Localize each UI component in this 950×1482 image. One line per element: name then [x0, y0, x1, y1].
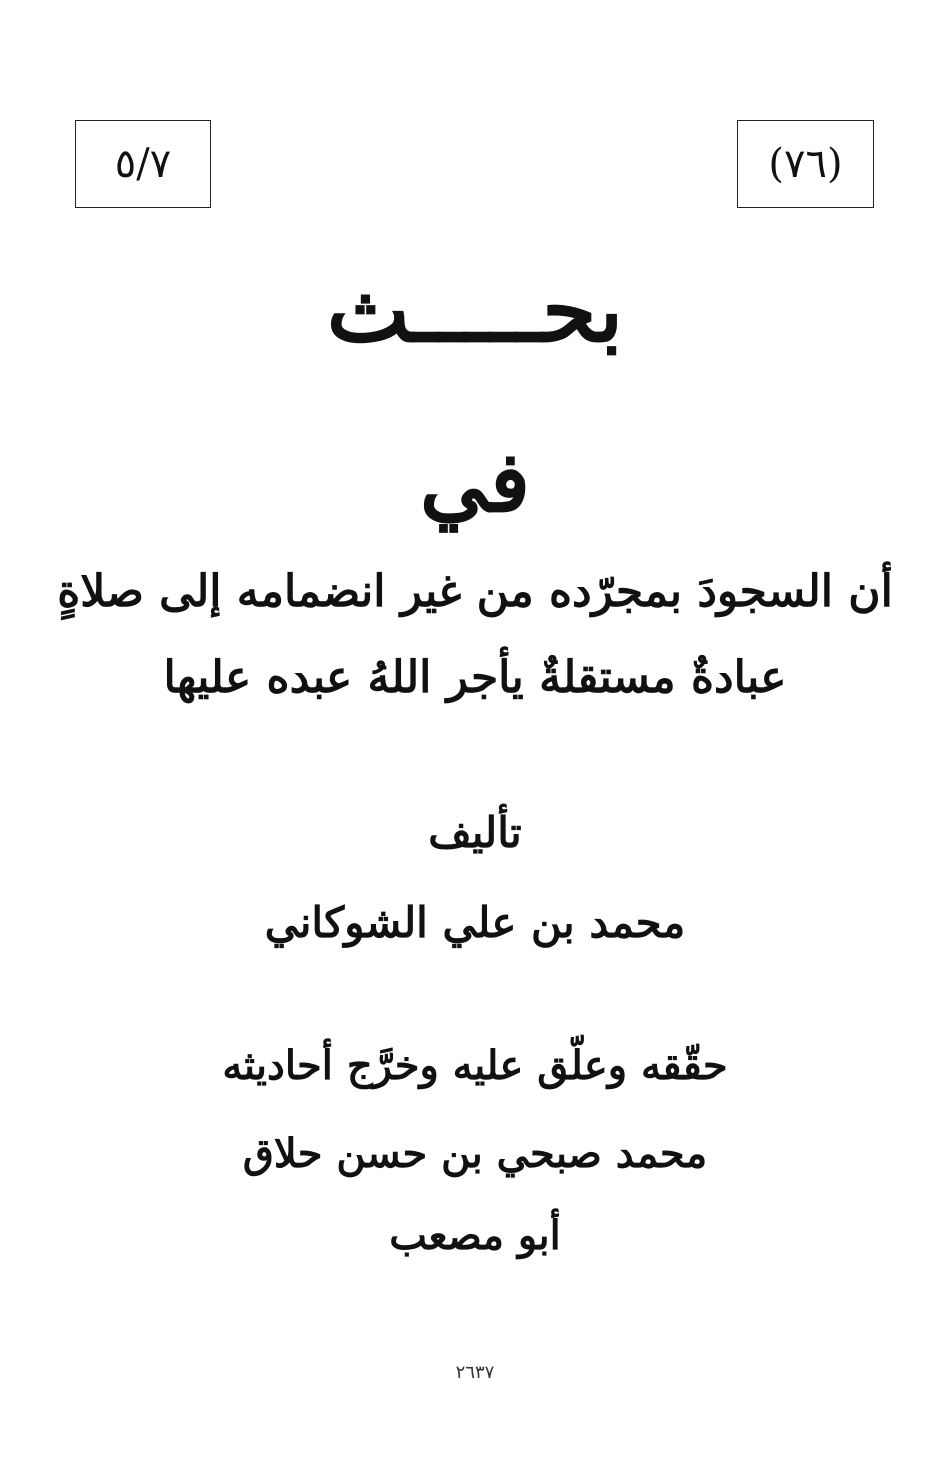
treatise-number-box — [737, 120, 874, 208]
treatise-number: (٧٦) — [768, 141, 843, 187]
title-line-2: عبادةٌ مستقلةٌ يأجر اللهُ عبده عليها — [163, 652, 787, 703]
heading-bahth: بحـــــث — [326, 258, 624, 362]
author-name: محمد بن علي الشوكاني — [264, 898, 686, 947]
page-number: ٢٦٣٧ — [455, 1362, 495, 1383]
editing-label: حقّقه وعلّق عليه وخرَّج أحاديثه — [222, 1042, 728, 1089]
volume-part-box — [75, 120, 211, 208]
volume-part-number: ٥/٧ — [114, 141, 172, 187]
authorship-label: تأليف — [428, 808, 522, 857]
editor-name: محمد صبحي بن حسن حلاق — [242, 1130, 708, 1177]
heading-fi: في — [419, 432, 531, 531]
title-line-1: أن السجودَ بمجرّده من غير انضمامه إلى صلاةٍ — [57, 566, 893, 617]
editor-kunya: أبو مصعب — [389, 1212, 561, 1259]
